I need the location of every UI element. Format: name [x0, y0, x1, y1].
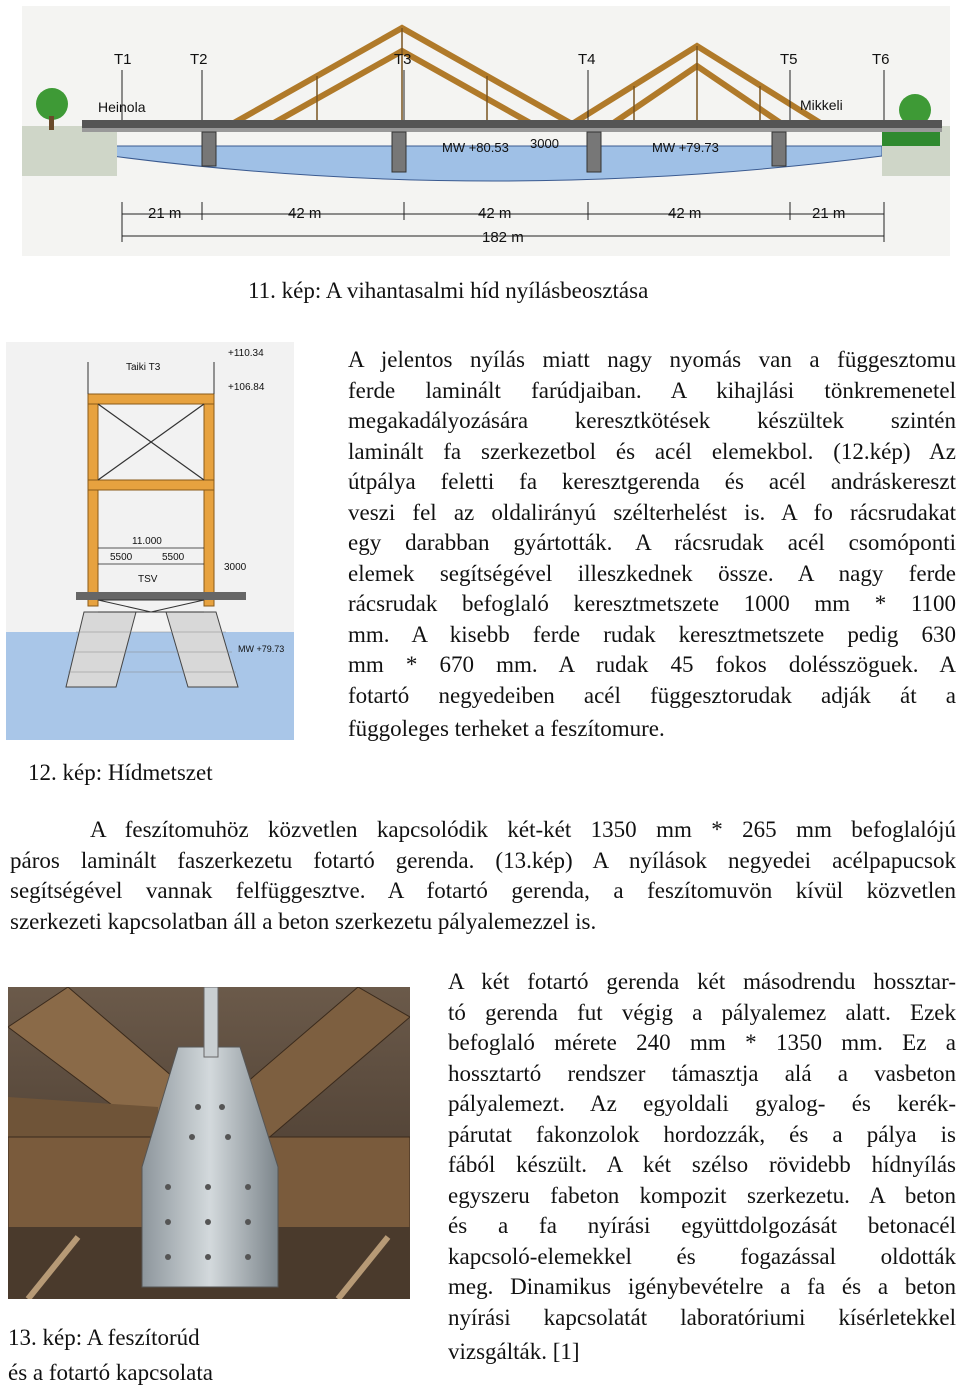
text-line: páros laminált faszerkezetu fotartó gerenda. (13.kép) A nyílások negyedei acélpapucsok	[10, 847, 956, 873]
tower-label-t4: T4	[578, 51, 596, 68]
tsv-label: TSV	[138, 574, 158, 585]
text-line: tó gerenda fut végig a pályalemez alatt. Ezek	[448, 999, 956, 1025]
span-1: 21 m	[148, 205, 182, 222]
dim-side: 3000	[224, 562, 247, 573]
text-line: mm * 670 mm. A rudak 45 fokos dolésszöguek. A	[348, 652, 956, 677]
text-line: laminált fa szerkezetbol és acél elemekbol. (12.kép) Az	[348, 438, 956, 464]
water-level-left: MW +80.53	[442, 140, 509, 155]
figure-11-bridge-elevation	[22, 6, 950, 256]
figure-12-caption: 12. kép: Hídmetszet	[28, 760, 213, 785]
paragraph-main-girder	[10, 815, 956, 937]
span-4: 42 m	[668, 205, 702, 222]
figure-12-cross-section	[6, 342, 294, 740]
paragraph-stringers	[448, 967, 956, 1368]
caption-line: 13. kép: A feszítorúd	[8, 1325, 200, 1350]
text-line: A feszítomuhöz közvetlen kapcsolódik két-két 1350 mm * 265 mm befoglalójú	[90, 817, 956, 842]
text-line: egyszeru fabeton kompozit szerkezetu. A beton	[448, 1182, 956, 1208]
text-line: A jelentos nyílás miatt nagy nyomás van a függesztomu	[348, 347, 956, 372]
connection-photo	[8, 987, 410, 1299]
text-line: ferde laminált farúdjaiban. A kihajlási tönkremenetel	[348, 377, 956, 403]
text-line: szerkezeti kapcsolatban áll a beton szerkezetu pályalemezzel is.	[10, 908, 597, 934]
text-line: vizsgálták. [1]	[448, 1339, 580, 1364]
caption-line: és a fotartó kapcsolata	[8, 1360, 213, 1385]
text-line: fotartó negyedeiben acél függesztorudak adják át a	[348, 682, 956, 708]
text-line: A két fotartó gerenda két másodrendu hossztar-	[448, 969, 956, 994]
text-line: függoleges terheket a feszítomure.	[348, 716, 665, 741]
tower-label-t3: T3	[394, 51, 412, 68]
elevation-mid: +106.84	[228, 382, 265, 393]
text-line: megakadályozására keresztkötések készültek szintén	[348, 408, 956, 433]
dim-right: 5500	[162, 552, 185, 563]
text-line: elemek segítségével illeszkednek össze. A nagy ferde	[348, 560, 956, 586]
city-heinola: Heinola	[98, 99, 146, 115]
tower-label-t1: T1	[114, 51, 132, 68]
label-taiki-t3: Taiki T3	[126, 362, 161, 373]
water-dim-mid: 3000	[530, 136, 559, 151]
span-5: 21 m	[812, 205, 846, 222]
dim-left: 5500	[110, 552, 133, 563]
text-line: párutat fakonzolok hordozzák, és a pálya is	[448, 1121, 956, 1147]
text-line: veszi fel az oldalirányú szélterhelést is. A fo rácsrudakat	[348, 499, 956, 525]
text-line: útpálya feletti fa keresztgerenda és acél andráskereszt	[348, 469, 956, 494]
figure-13-caption	[8, 1320, 213, 1390]
tower-label-t2: T2	[190, 51, 208, 68]
city-mikkeli: Mikkeli	[800, 97, 843, 113]
tower-label-t6: T6	[872, 51, 890, 68]
text-line: meg. Dinamikus igénybevételre a fa és a beton	[448, 1274, 956, 1299]
text-line: fából készült. A két szélso rövidebb hídnyílás	[448, 1152, 956, 1177]
figure-11-caption: 11. kép: A vihantasalmi híd nyílásbeosztása	[248, 278, 649, 303]
text-line: mm. A kisebb ferde rudak keresztmetszete pedig 630	[348, 621, 956, 647]
text-line: hossztartó rendszer támasztja alá a vasbeton	[448, 1060, 956, 1086]
text-line: rácsrudak befoglaló keresztmetszete 1000 mm * 1100	[348, 591, 956, 616]
tower-label-t5: T5	[780, 51, 798, 68]
text-line: befoglaló mérete 240 mm * 1350 mm. Ez a	[448, 1030, 956, 1055]
text-line: és a fa nyírási együttdolgozását betonacél	[448, 1213, 956, 1238]
text-line: pályalemezt. Az egyoldali gyalog- és kerék-	[448, 1091, 956, 1116]
text-line: segítségével vannak felfüggesztve. A fotartó gerenda, a feszítomuvön kívül közvetlen	[10, 878, 956, 903]
dim-total: 11.000	[132, 536, 162, 547]
span-total: 182 m	[482, 229, 524, 246]
figure-13-photo	[8, 987, 410, 1299]
cross-section-drawing	[6, 342, 294, 740]
text-line: egy darabban gyártották. A rácsrudak acél csomóponti	[348, 530, 956, 555]
paragraph-truss	[348, 345, 956, 745]
text-line: nyírási kapcsolatát laboratóriumi kísérletekkel	[448, 1304, 956, 1330]
water-level-right: MW +79.73	[652, 140, 719, 155]
text-line: kapcsoló-elemekkel és fogazással oldották	[448, 1243, 956, 1269]
bridge-elevation-drawing	[22, 6, 950, 256]
span-3: 42 m	[478, 205, 512, 222]
water-level: MW +79.73	[238, 644, 285, 654]
elevation-top: +110.34	[228, 348, 264, 359]
span-2: 42 m	[288, 205, 322, 222]
